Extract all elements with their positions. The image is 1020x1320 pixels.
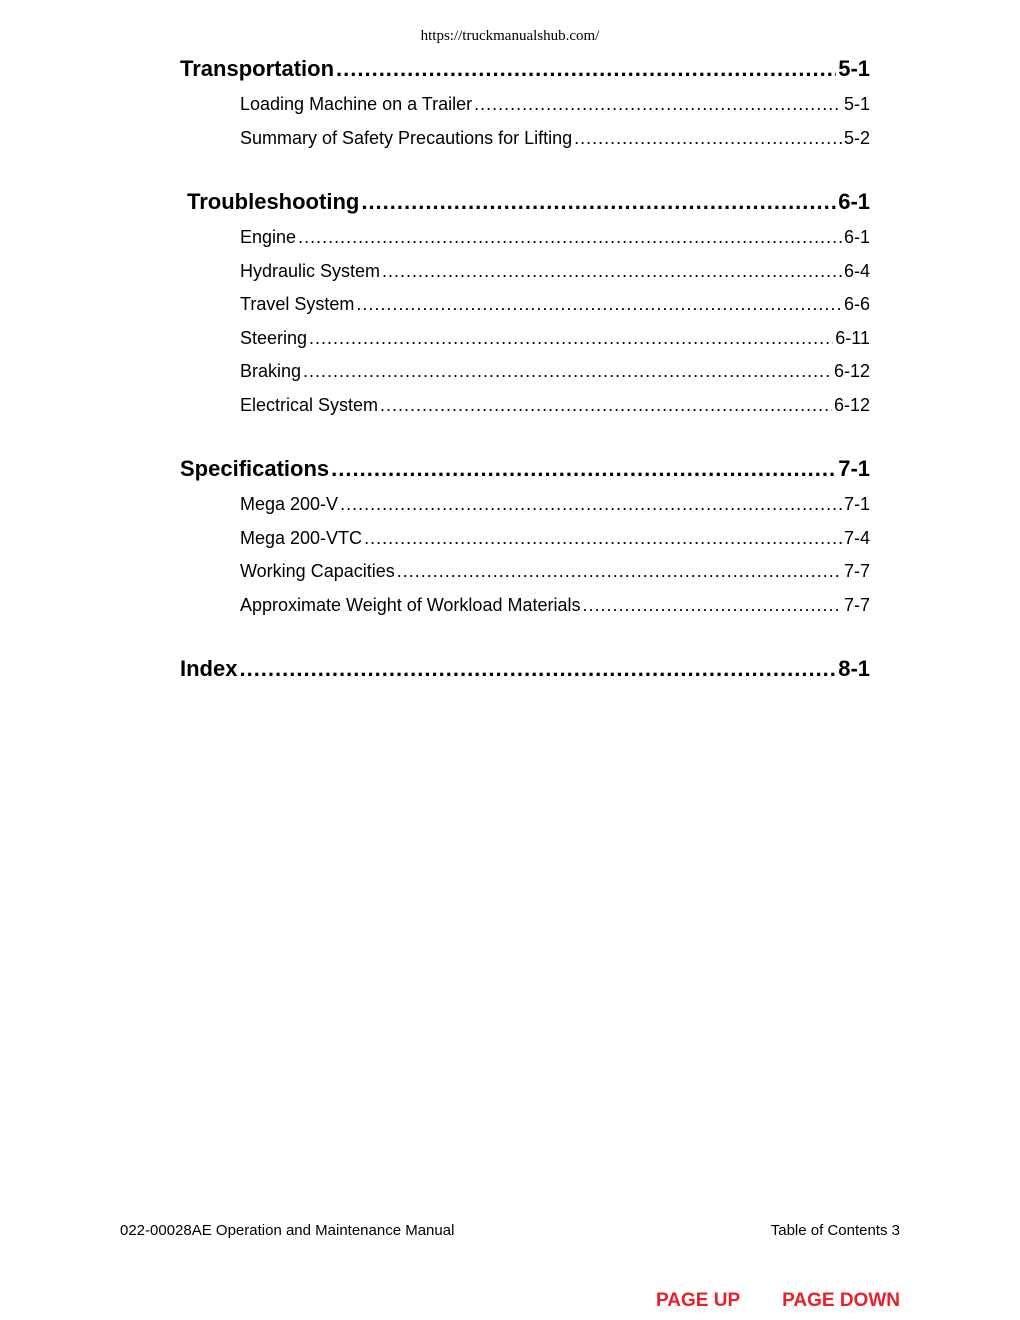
- toc-entry[interactable]: [180, 221, 870, 255]
- leader-dots: [331, 452, 836, 486]
- toc-entry[interactable]: [180, 122, 870, 156]
- section-page-number: 8-1: [838, 656, 870, 681]
- entry-label: Loading Machine on a Trailer: [240, 94, 473, 114]
- leader-dots: [340, 488, 842, 522]
- leader-dots: [303, 355, 832, 389]
- leader-dots: [474, 88, 842, 122]
- entry-page-number: 6-6: [843, 294, 870, 314]
- leader-dots: [356, 288, 842, 322]
- page-down-link[interactable]: PAGE DOWN: [782, 1290, 900, 1311]
- toc-entry[interactable]: [180, 488, 870, 522]
- entry-label: Braking: [240, 361, 302, 381]
- leader-dots: [380, 389, 832, 423]
- page-footer: [120, 1222, 900, 1239]
- leader-dots: [574, 122, 842, 156]
- entry-page-number: 7-7: [843, 561, 870, 581]
- entry-label: Mega 200-VTC: [240, 527, 363, 548]
- page-label: Table of Contents 3: [770, 1222, 900, 1239]
- toc-entry[interactable]: [180, 355, 870, 389]
- section-title: Specifications: [180, 456, 330, 481]
- page-up-link[interactable]: PAGE UP: [656, 1290, 741, 1311]
- entry-page-number: 7-7: [843, 594, 870, 615]
- entry-label: Electrical System: [240, 394, 379, 415]
- section-page-number: 6-1: [838, 189, 870, 214]
- toc-section-heading[interactable]: [180, 652, 870, 686]
- toc-entry[interactable]: [180, 288, 870, 322]
- page-navigation: [656, 1290, 900, 1312]
- toc-entry[interactable]: [180, 88, 870, 122]
- entry-label: Mega 200-V: [240, 494, 339, 514]
- entry-page-number: 6-12: [833, 361, 870, 381]
- leader-dots: [309, 322, 833, 356]
- section-page-number: 7-1: [838, 456, 870, 481]
- toc-entry[interactable]: [180, 255, 870, 289]
- entry-page-number: 5-2: [843, 127, 870, 148]
- section-title: Index: [180, 656, 238, 681]
- entry-page-number: 6-11: [835, 327, 870, 348]
- manual-title: 022-00028AE Operation and Maintenance Manual: [120, 1222, 455, 1239]
- leader-dots: [397, 555, 842, 589]
- toc-entry[interactable]: [180, 522, 870, 556]
- toc-entry[interactable]: [180, 322, 870, 356]
- toc-section: [180, 652, 870, 686]
- leader-dots: [239, 652, 836, 686]
- section-title: Troubleshooting: [187, 189, 360, 214]
- entry-page-number: 7-1: [843, 494, 870, 514]
- toc-section: [180, 185, 870, 422]
- entry-label: Travel System: [240, 294, 355, 314]
- entry-label: Summary of Safety Precautions for Lifting: [240, 127, 573, 148]
- leader-dots: [364, 522, 842, 556]
- leader-dots: [582, 589, 842, 623]
- entry-label: Engine: [240, 227, 297, 247]
- section-title: Transportation: [180, 56, 335, 81]
- toc-section: [180, 452, 870, 622]
- entry-page-number: 7-4: [843, 527, 870, 548]
- leader-dots: [382, 255, 842, 289]
- site-url[interactable]: https://truckmanualshub.com/: [420, 28, 600, 44]
- toc-entry[interactable]: [180, 555, 870, 589]
- table-of-contents: [180, 52, 870, 716]
- leader-dots: [361, 185, 836, 219]
- toc-entry[interactable]: [180, 389, 870, 423]
- entry-label: Hydraulic System: [240, 260, 381, 281]
- toc-section: [180, 52, 870, 155]
- section-page-number: 5-1: [838, 56, 870, 81]
- toc-section-heading[interactable]: [180, 185, 870, 219]
- toc-section-heading[interactable]: [180, 452, 870, 486]
- leader-dots: [336, 52, 836, 86]
- leader-dots: [298, 221, 842, 255]
- entry-page-number: 6-4: [843, 260, 870, 281]
- entry-label: Approximate Weight of Workload Materials: [240, 594, 581, 615]
- entry-page-number: 6-12: [833, 394, 870, 415]
- toc-section-heading[interactable]: [180, 52, 870, 86]
- toc-entry[interactable]: [180, 589, 870, 623]
- entry-page-number: 5-1: [843, 94, 870, 114]
- entry-page-number: 6-1: [843, 227, 870, 247]
- entry-label: Steering: [240, 327, 308, 348]
- entry-label: Working Capacities: [240, 561, 395, 581]
